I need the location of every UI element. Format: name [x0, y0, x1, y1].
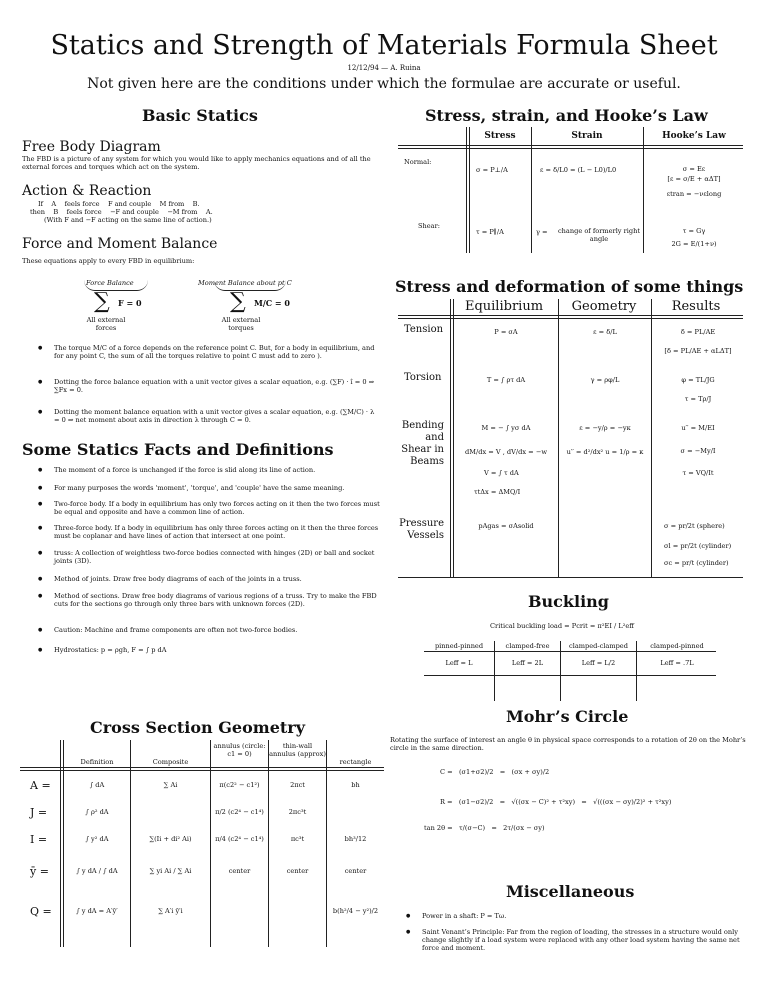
buck-col-cc: clamped-clamped	[569, 642, 628, 650]
pressure-res-hoop: σc = pr/t (cylinder)	[664, 559, 729, 567]
cs-row-label: A =	[30, 779, 51, 792]
cs-cell: bh	[351, 781, 360, 789]
cs-col-thinwall: thin-wall annulus (approx)	[269, 742, 326, 758]
page-title: Statics and Strength of Materials Formula Sheet	[50, 30, 718, 61]
def-col-equilibrium: Equilibrium	[464, 299, 544, 314]
list-item: ● The moment of a force is unchanged if the force is slid along its line of action.	[54, 466, 380, 474]
mohr-radius-eq: R = (σ1−σ2)/2 = √((σx − C)² + τ²xy) = √(((σx − σy)/2)² + τ²xy)	[440, 798, 672, 806]
cs-cell: 2πct	[290, 781, 305, 789]
hooke-col-hooke: Hooke’s Law	[662, 131, 726, 141]
cs-cell: center	[286, 867, 309, 875]
cs-col-definition: Definition	[80, 758, 114, 766]
cs-row-label: Q =	[30, 905, 52, 918]
moment-balance-label: Moment Balance about pt C	[198, 279, 292, 287]
cs-cell: center	[344, 867, 367, 875]
cs-col-annulus: annulus (circle: c1 = 0)	[213, 742, 266, 758]
moment-sum-symbol: ∑	[230, 289, 246, 314]
shear-strain-gamma: γ =	[536, 228, 548, 236]
normal-hooke-thermal: [ε = σ/E + αΔT]	[667, 175, 721, 183]
row-pressure: Pressure Vessels	[399, 518, 444, 541]
buck-col-pp: pinned-pinned	[434, 642, 484, 650]
action-reaction-heading: Action & Reaction	[22, 183, 152, 199]
list-item: ● truss: A collection of weightless two-force bodies connected with hinges (2D) or ball and socket joints (3D).	[54, 549, 380, 565]
list-item: ● Three-force body. If a body in equilibrium has only three forces acting on it then the three forces must be coplanar and have lines of action that intersect at one point.	[54, 524, 380, 540]
mohr-center-eq: C = (σ1+σ2)/2 = (σx + σy)/2	[440, 768, 550, 776]
buck-val-cf: Leff = 2L	[511, 659, 544, 667]
list-item: ● Method of sections. Draw free body diagrams of various regions of a truss. Try to make the FBD cuts for the sections go through only three bars with unknown forces (2D).	[54, 592, 380, 608]
force-eq: F = 0	[118, 298, 142, 308]
beam-eq3: V = ∫ τ dA	[484, 469, 519, 477]
facts-heading: Some Statics Facts and Definitions	[22, 440, 334, 459]
fbd-text: The FBD is a picture of any system for which you would like to apply mechanics equations and of all the external forces and torques which act on the system.	[22, 155, 371, 171]
normal-strain: ε = δ/L0 = (L − L0)/L0	[540, 166, 617, 174]
normal-hooke: σ = Eε	[682, 165, 706, 173]
date-author: 12/12/94 — A. Ruina	[347, 64, 421, 72]
cs-col-composite: Composite	[152, 758, 189, 766]
beam-eq2: dM/dx = V , dV/dx = −w	[465, 448, 547, 456]
cs-cell: π/4 (c2⁴ − c1⁴)	[215, 835, 264, 843]
list-item: ● Hydrostatics: p = ρgh, F = ∫ p dA	[54, 646, 380, 654]
force-sum-symbol: ∑	[94, 289, 110, 314]
cs-row-label: ȳ =	[30, 865, 49, 878]
torsion-eq: T = ∫ ρτ dA	[486, 376, 526, 384]
buck-col-cp: clamped-pinned	[650, 642, 704, 650]
row-tension: Tension	[404, 324, 444, 335]
cs-cell: π(c2² − c1²)	[219, 781, 260, 789]
cs-cell: πc³t	[290, 835, 305, 843]
cs-cell: ∑ yi Ai / ∑ Ai	[149, 867, 192, 875]
list-item: ● Caution: Machine and frame components are often not two-force bodies.	[54, 626, 380, 634]
cs-cell: b(h²/4 − y²)/2	[332, 907, 379, 915]
ar-line2: then B feels force −F and couple −M from A.	[30, 208, 213, 216]
pressure-res-long: σl = pr/2t (cylinder)	[664, 542, 732, 550]
fmb-text: These equations apply to every FBD in equilibrium:	[22, 257, 195, 265]
buck-val-cp: Leff = .7L	[660, 659, 694, 667]
cs-cell: ∫ y dA = A′ȳ′	[76, 907, 118, 915]
shear-label: Shear:	[418, 222, 440, 230]
cs-cell: center	[228, 867, 251, 875]
beam-res-stress: σ = −My/I	[680, 447, 716, 455]
list-item: ● Dotting the moment balance equation with a unit vector gives a scalar equation, e.g. (∑M/C) · λ = 0 ⇒ net moment about axis in direction λ through C = 0.	[54, 408, 380, 424]
normal-label: Normal:	[404, 158, 432, 166]
moment-brace	[214, 280, 286, 291]
force-moment-heading: Force and Moment Balance	[22, 236, 218, 252]
ar-line1: If A feels force F and couple M from B.	[38, 200, 200, 208]
row-torsion: Torsion	[404, 372, 442, 383]
mohr-angle-eq: tan 2θ = τ/(σ−C) = 2τ/(σx − σy)	[424, 824, 545, 832]
cs-cell: ∫ dA	[89, 781, 105, 789]
ar-line3: (With F and −F acting on the same line of action.)	[44, 216, 212, 224]
misc-heading: Miscellaneous	[506, 882, 635, 901]
cs-cell: ∫ y dA / ∫ dA	[76, 867, 118, 875]
tension-geo: ε = δ/L	[593, 328, 617, 336]
all-ext-torques: All external torques	[221, 316, 261, 332]
cs-cell: 2πc³t	[288, 808, 307, 816]
cross-section-heading: Cross Section Geometry	[90, 718, 305, 737]
def-col-geometry: Geometry	[571, 299, 637, 314]
cs-cell: ∑(Ii + di² Ai)	[149, 835, 192, 843]
mohr-text: Rotating the surface of interest an angle θ in physical space corresponds to a rotation of 2θ on the Mohr’s circle in the same direction.	[390, 736, 746, 752]
pressure-eq: pAgas = σAsolid	[478, 522, 534, 530]
cs-col-rectangle: rectangle	[339, 758, 372, 766]
buck-val-cc: Leff = L/2	[581, 659, 616, 667]
shear-modulus: 2G = E/(1+ν)	[671, 240, 717, 248]
tension-res: δ = PL/AE	[680, 328, 716, 336]
buckling-formula: Critical buckling load = Pcrit = π²EI / L²eff	[490, 622, 634, 630]
list-item: ● Power in a shaft: P = Tω.	[422, 912, 746, 920]
shear-strain-def: change of formerly right angle	[557, 227, 641, 243]
hooke-heading: Stress, strain, and Hooke’s Law	[425, 106, 708, 125]
torsion-res-angle: φ = TL/JG	[681, 376, 715, 384]
buck-val-pp: Leff = L	[445, 659, 473, 667]
cs-cell: π/2 (c2⁴ − c1⁴)	[215, 808, 264, 816]
cs-cell: ∑ A′i ȳ′i	[158, 907, 183, 915]
buckling-heading: Buckling	[528, 592, 609, 611]
normal-stress: σ = P⊥/A	[476, 166, 508, 174]
torsion-res-stress: τ = Tρ/J	[684, 395, 712, 403]
normal-poisson: εtran = −νεlong	[666, 190, 722, 198]
beam-res-shear: τ = VQ/It	[682, 469, 714, 477]
beam-res-curvature: u′′ = M/EI	[681, 424, 715, 432]
force-balance-label: Force Balance	[86, 279, 134, 287]
cs-cell: ∑ Ai	[163, 781, 178, 789]
tension-eq: P = σA	[494, 328, 518, 336]
list-item: ● The torque M/C of a force depends on the reference point C. But, for a body in equilibrium, and for any point C, the sum of all the torques relative to point C must add to zero ).	[54, 344, 380, 360]
list-item: ● Saint Venant’s Principle: Far from the region of loading, the stresses in a structure would only change slightly if a load system were replaced with any other load system having the same net force and moment.	[422, 928, 746, 952]
buck-col-cf: clamped-free	[505, 642, 550, 650]
basic-statics-heading: Basic Statics	[142, 106, 258, 125]
beam-eq: M = − ∫ yσ dA	[481, 424, 531, 432]
moment-eq: M/C = 0	[254, 298, 290, 308]
all-ext-forces: All external forces	[86, 316, 126, 332]
beam-geo: ε = −y/ρ = −yκ	[579, 424, 631, 432]
fbd-heading: Free Body Diagram	[22, 139, 161, 155]
cs-row-label: J =	[30, 806, 48, 819]
list-item: ● For many purposes the words 'moment', 'torque', and 'couple' have the same meaning.	[54, 484, 380, 492]
shear-stress: τ = P∥/A	[476, 228, 504, 236]
shear-hooke: τ = Gγ	[682, 227, 706, 235]
hooke-col-strain: Strain	[571, 131, 603, 141]
cs-row-label: I =	[30, 833, 48, 846]
cs-cell: bh³/12	[344, 835, 367, 843]
list-item: ● Method of joints. Draw free body diagrams of each of the joints in a truss.	[54, 575, 380, 583]
list-item: ● Two-force body. If a body in equilibrium has only two forces acting on it then the two forces must be equal and opposite and have a common line of action.	[54, 500, 380, 516]
def-col-results: Results	[671, 299, 721, 314]
beam-eq4: τtΔx = ΔMQ/I	[474, 488, 521, 496]
torsion-geo: γ = ρφ/L	[590, 376, 620, 384]
cs-cell: ∫ ρ² dA	[85, 808, 109, 816]
mohr-heading: Mohr’s Circle	[506, 707, 629, 726]
deformation-heading: Stress and deformation of some things	[395, 277, 744, 296]
disclaimer: Not given here are the conditions under which the formulae are accurate or useful.	[87, 76, 681, 92]
cs-cell: ∫ y² dA	[85, 835, 109, 843]
hooke-col-stress: Stress	[484, 131, 516, 141]
row-beams: Bending and Shear in Beams	[401, 420, 444, 467]
list-item: ● Dotting the force balance equation with a unit vector gives a scalar equation, e.g. (∑F) · î = 0 ⇒ ∑Fx = 0.	[54, 378, 380, 394]
pressure-res-sphere: σ = pr/2t (sphere)	[664, 522, 725, 530]
beam-geo2: u′′ = d²/dx² u = 1/ρ = κ	[566, 448, 644, 456]
tension-res-thermal: [δ = PL/AE + αLΔT]	[664, 347, 732, 355]
